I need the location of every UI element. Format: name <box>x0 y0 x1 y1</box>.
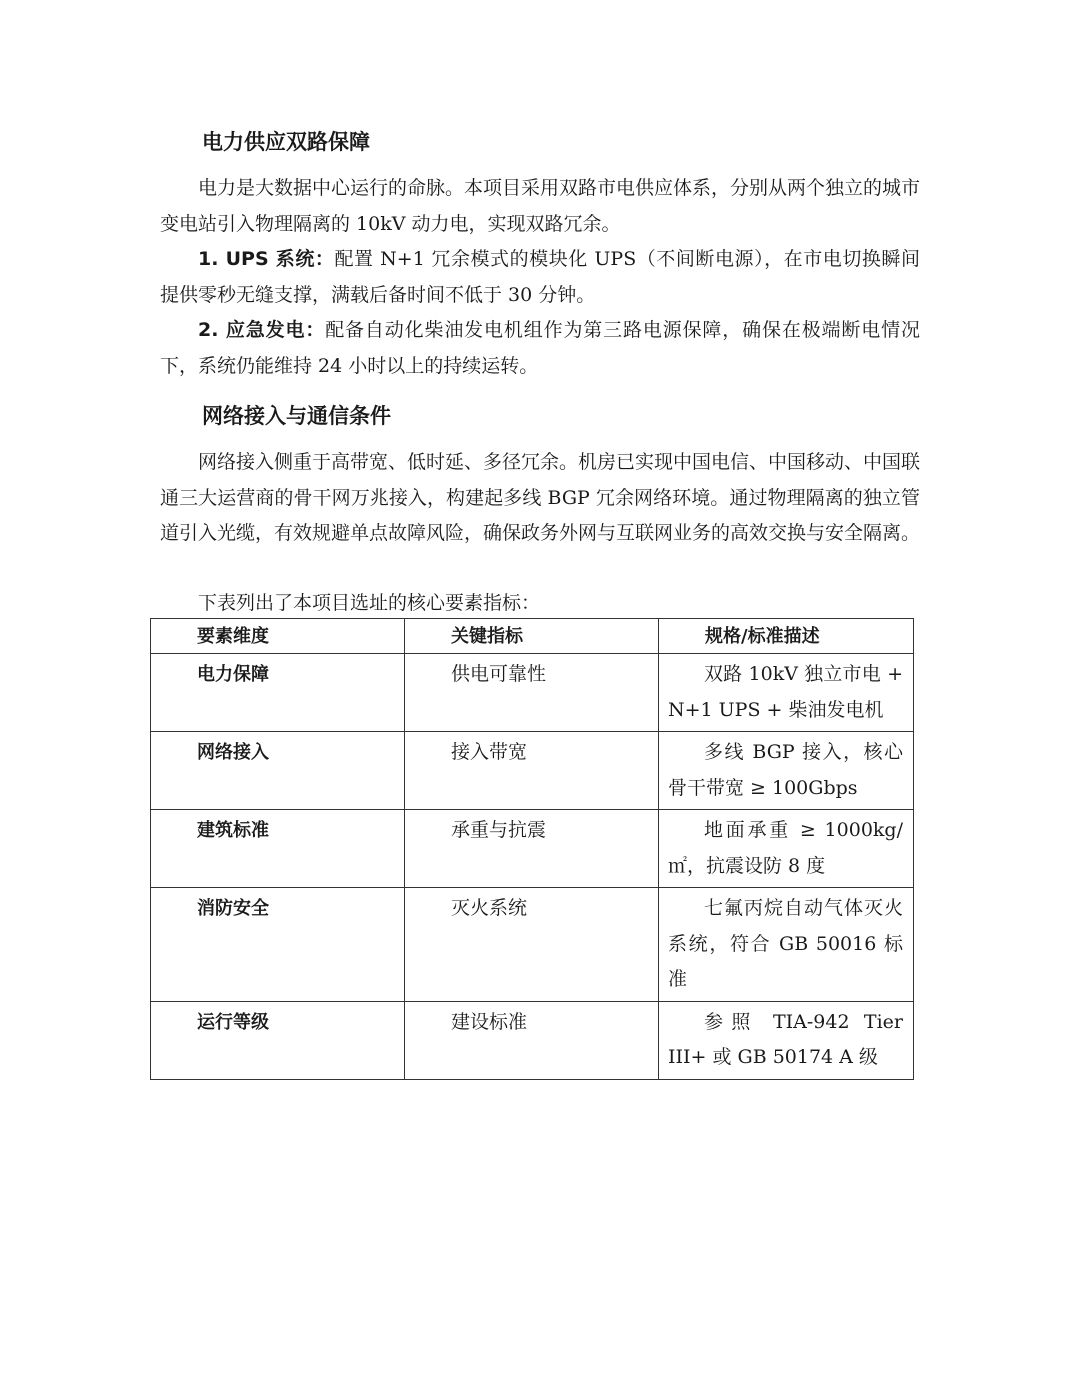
cell-indicator: 灭火系统 <box>405 888 659 1002</box>
cell-dimension: 网络接入 <box>151 732 405 810</box>
cell-spec: 双路 10kV 独立市电 + N+1 UPS + 柴油发电机 <box>659 654 914 732</box>
site-criteria-table <box>150 618 914 1080</box>
section-heading-network: 网络接入与通信条件 <box>202 404 391 428</box>
header-dimension: 要素维度 <box>151 619 405 654</box>
paragraph-network <box>160 445 920 552</box>
cell-dimension: 消防安全 <box>151 888 405 1002</box>
cell-spec: 参照 TIA-942 Tier III+ 或 GB 50174 A 级 <box>659 1001 914 1079</box>
table-row <box>151 654 914 732</box>
paragraph-lead: 2. 应急发电： <box>198 319 326 341</box>
cell-dimension: 运行等级 <box>151 1001 405 1079</box>
paragraph-power-intro <box>160 171 920 242</box>
cell-spec: 多线 BGP 接入，核心骨干带宽 ≥ 100Gbps <box>659 732 914 810</box>
cell-spec: 七氟丙烷自动气体灭火系统，符合 GB 50016 标准 <box>659 888 914 1002</box>
cell-dimension: 电力保障 <box>151 654 405 732</box>
table-row <box>151 732 914 810</box>
cell-indicator: 承重与抗震 <box>405 810 659 888</box>
paragraph-text: 配备自动化柴油发电机组作为第三路电源保障，确保在极端断电情况下，系统仍能维持 24 小时以上的持续运转。 <box>160 319 920 377</box>
table-header-row <box>151 619 914 654</box>
paragraph-emergency-power <box>160 313 920 384</box>
table-intro: 下表列出了本项目选址的核心要素指标： <box>198 592 541 614</box>
paragraph-text: 电力是大数据中心运行的命脉。本项目采用双路市电供应体系，分别从两个独立的城市变电站引入物理隔离的 10kV 动力电，实现双路冗余。 <box>160 177 921 235</box>
cell-indicator: 接入带宽 <box>405 732 659 810</box>
table-row <box>151 1001 914 1079</box>
section-heading-power: 电力供应双路保障 <box>202 130 370 154</box>
paragraph-text: 网络接入侧重于高带宽、低时延、多径冗余。机房已实现中国电信、中国移动、中国联通三大运营商的骨干网万兆接入，构建起多线 BGP 冗余网络环境。通过物理隔离的独立管道引入光缆，有效规避单点故障风险，确保政务外网与互联网业务的高效交换与安全隔离。 <box>160 451 921 544</box>
cell-spec: 地面承重 ≥ 1000kg/㎡，抗震设防 8 度 <box>659 810 914 888</box>
table-row <box>151 888 914 1002</box>
paragraph-ups <box>160 242 920 313</box>
header-spec: 规格/标准描述 <box>659 619 914 654</box>
cell-indicator: 供电可靠性 <box>405 654 659 732</box>
paragraph-lead: 1. UPS 系统： <box>198 248 335 270</box>
table-row <box>151 810 914 888</box>
header-indicator: 关键指标 <box>405 619 659 654</box>
cell-dimension: 建筑标准 <box>151 810 405 888</box>
cell-indicator: 建设标准 <box>405 1001 659 1079</box>
paragraph-text: 配置 N+1 冗余模式的模块化 UPS（不间断电源），在市电切换瞬间提供零秒无缝支撑，满载后备时间不低于 30 分钟。 <box>160 248 920 306</box>
